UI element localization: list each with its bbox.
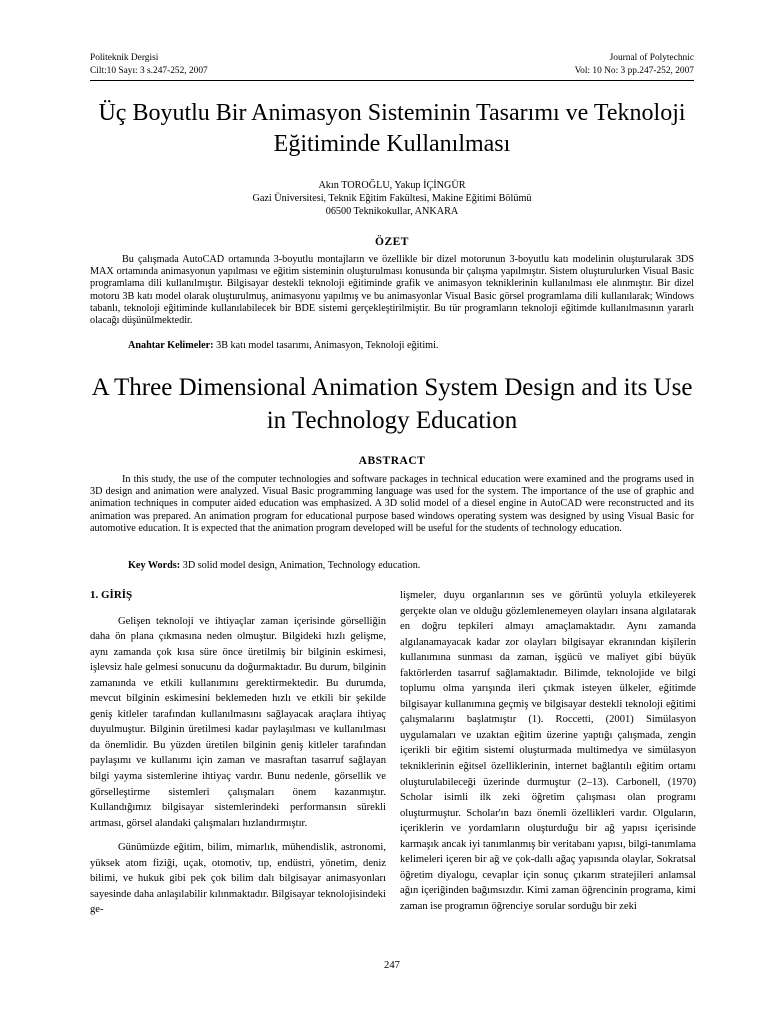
author-block xyxy=(90,179,694,219)
volume-info-tr: Cilt:10 Sayı: 3 s.247-252, 2007 xyxy=(90,65,208,76)
author-address: 06500 Teknikokullar, ANKARA xyxy=(325,206,459,218)
running-header-right xyxy=(575,52,694,77)
running-header-left xyxy=(90,52,208,77)
body-paragraph: Günümüzde eğitim, bilim, mimarlık, mühendislik, astronomi, yüksek atom fiziği, uçak, otomotiv, tıp, endüstri, yönetim, deniz bilimi, ve hukuk gibi pek çok bilim dalı bilgisayar animasyonları sayesinde daha anlaşılabilir kılınmaktadır. Bilgisayar teknolojisindeki ge- xyxy=(90,842,386,916)
journal-name-tr: Politeknik Dergisi xyxy=(90,53,159,63)
section-heading-introduction: 1. GİRİŞ xyxy=(90,589,133,601)
body-column-right xyxy=(400,588,696,914)
ozet-text: Bu çalışmada AutoCAD ortamında 3-boyutlu montajların ve özellikle bir dizel motorunun 3-boyutlu katı modelinin oluşturularak 3DS MAX ortamında animasyonun yapılması ve eğitim sisteminin oluşturulması konusunda bir çalışma yapılmıştır. Sistem oluşturulurken Visual Basic programlama dili kullanılmıştır. Bilgisayar destekli teknoloji eğitiminde grafik ve animasyon tekniklerinin kullanılması ele alınmıştır. Bir dizel motoru 3B katı model olarak oluşturulmuş, animasyonu yapılmış ve bu animasyonlar Visual Basic görsel programlama dili kullanılarak; Windows tabanlı, teknoloji eğitiminde kullanılabilecek bir BDE sistemi gerçekleştirilmiştir. Bu tür programların teknoloji eğitimde kullanılmasının yararlı olacağı düşünülmektedir. xyxy=(90,254,694,327)
body-column-left xyxy=(90,588,386,918)
page-number: 247 xyxy=(384,960,400,971)
keywords-turkish xyxy=(128,340,694,352)
keywords-english xyxy=(128,560,694,572)
keywords-list-en: 3D solid model design, Animation, Technology education. xyxy=(180,560,421,571)
title-english: A Three Dimensional Animation System Design and its Use in Technology Education xyxy=(91,374,693,434)
title-turkish: Üç Boyutlu Bir Animasyon Sisteminin Tasarımı ve Teknoloji Eğitiminde Kullanılması xyxy=(98,100,686,157)
body-paragraph: Gelişen teknoloji ve ihtiyaçlar zaman içerisinde görselliğin daha ön plana çıkmasına neden olmuştur. Bilgideki hızlı gelişme, aynı zamanda çok kısa süre önce üretilmiş bir bilginin eskimesi, işlevsiz hale gelmesi sonucunu da doğurmaktadır. Bu durum, bilginin zamanında ve etkili kullanımını gerektirmektedir. Bu durumda, mevcut bilginin eskimesini beklemeden hızlı ve etkili bir şekilde geniş kitleler tarafından kullanılmasını sağlayacak araçlara ihtiyaç duyulmuştur. Bilginin üretilmesi kadar paylaşılması ve kullanılması da önemlidir. Bu yüzden üretilen bilginin geniş kitleler tarafından paylaşımı ve kullanımı için zaman ve masraftan tasarruf sağlayan bilgi yayma sistemlerine ihtiyaç vardır. Bunu nedenle, görsellik ve görselleştirme sistemleri çalışmaları önem kazanmıştır. Kullandığımız bilgisayar sistemlerindeki performansın sürekli artması, görsel alandaki çalışmaları hızlandırmıştır. xyxy=(90,615,386,829)
keywords-label-tr: Anahtar Kelimeler: xyxy=(128,340,214,351)
keywords-label-en: Key Words: xyxy=(128,560,181,571)
author-affiliation: Gazi Üniversitesi, Teknik Eğitim Fakültesi, Makine Eğitimi Bölümü xyxy=(252,193,532,205)
volume-info-en: Vol: 10 No: 3 pp.247-252, 2007 xyxy=(574,65,694,76)
keywords-list-tr: 3B katı model tasarımı, Animasyon, Teknoloji eğitimi. xyxy=(213,340,439,351)
header-divider xyxy=(90,80,694,81)
abstract-heading: ABSTRACT xyxy=(358,455,426,467)
abstract-text: In this study, the use of the computer technologies and software packages in technical education were examined and the programs used in 3D design and animation were analyzed. Visual Basic programming language was used for the system. The importance of the use of graphic and animation techniques in computer aided education was emphasized. A 3D solid model of a diesel engine in AutoCAD were reconstructed and its animation was prepared. An animation program for educational purpose based windows operating system was designed by using Visual Basic for automotive education. It is expected that the animation program developed will be useful for the students of technology education. xyxy=(90,474,694,534)
body-paragraph: lişmeler, duyu organlarının ses ve görüntü yoluyla etkileyerek gerçekte olan ve olduğu gözlemlenemeyen olayları insana algılatarak en doğru tepkileri almayı amaçlamaktadır. Aynı zamanda algılanamayacak kadar zor olayları bilgisayar ekranından kişilerin kullanımına sunması da zaman, işgücü ve maliyet gibi büyük faktörlerden tasarruf sağlamaktadır. Bilimde, teknolojide ve bilgi toplumu olma yarışında ileri çıkmak isteyen ülkeler, eğitimde bilgisayar kullanımına geçmiş ve bilgisayar destekli teknoloji eğitimi çalışmalarını başlatmıştır (1). Roccetti, (2001) Simülasyon uygulamaları ve uzaktan eğitim üzerine yaptığı çalışmada, zengin içerikli bir eğitim sistemi oluşturmada multimedya ve simülasyon tekniklerinin eğitsel özelliklerinin, internet bağlantılı eğitim ortamı oluşturulabileceği üzerinde durmuştur (2–13). Carbonell, (1970) Scholar isimli ilk zeki öğretim çalışması olan programı oluşturmuştur. Scholar'ın bazı önemli özellikleri vardır. Olguların, içeriklerin ve yordamların oluşturduğu bir ağ yapısı içerisinde karmaşık ancak iyi tanımlanmış bir veritabanı yapısı, bilgi-tanımlama kelimeleri içeren bir ağ ve çok-dallı ağaç yapısında olaylar, Sokratsal öğretim diyalogu, cevaplar için sonuç çıkarım stratejileri anlamsal ağın içeriğinden bağımsızdır. Kimi zaman öğrencinin programa, kimi zaman ise programın öğrenciye sorular sorduğu bir zeki xyxy=(400,590,696,912)
ozet-heading: ÖZET xyxy=(375,236,409,248)
journal-name-en: Journal of Polytechnic xyxy=(609,53,694,63)
author-names: Akın TOROĞLU, Yakup İÇİNGÜR xyxy=(318,180,466,191)
